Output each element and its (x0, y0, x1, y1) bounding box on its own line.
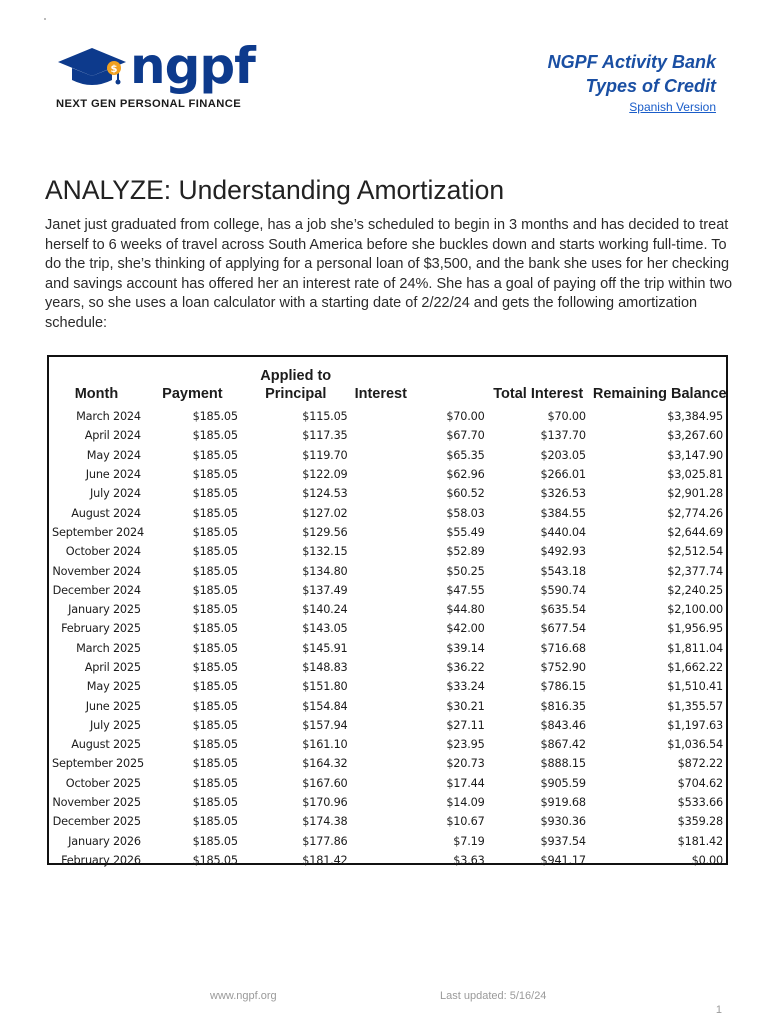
cell-principal: $137.49 (302, 583, 348, 597)
cell-total-interest: $816.35 (540, 699, 586, 713)
cell-month: January 2026 (68, 834, 141, 848)
cell-total-interest: $843.46 (540, 718, 586, 732)
cell-interest: $58.03 (446, 506, 485, 520)
cell-payment: $185.05 (192, 506, 238, 520)
cell-total-interest: $137.70 (540, 429, 586, 443)
cell-remaining-balance: $1,956.95 (667, 622, 723, 636)
cell-interest: $50.25 (446, 564, 485, 578)
page-number: 1 (715, 1004, 722, 1016)
cell-total-interest: $635.54 (540, 603, 586, 617)
cell-interest: $52.89 (446, 545, 485, 559)
cell-remaining-balance: $533.66 (677, 796, 723, 810)
cell-remaining-balance: $359.28 (677, 815, 723, 829)
cell-payment: $185.05 (192, 834, 238, 848)
cell-remaining-balance: $1,355.57 (667, 699, 723, 713)
cell-remaining-balance: $1,662.22 (667, 661, 723, 674)
table-row (49, 484, 726, 503)
cell-payment: $185.05 (192, 661, 238, 674)
cell-total-interest: $752.90 (540, 661, 586, 674)
cell-payment: $185.05 (192, 410, 238, 424)
cell-principal: $119.70 (302, 448, 348, 462)
cell-principal: $174.38 (302, 815, 348, 829)
cell-remaining-balance: $3,147.90 (667, 448, 723, 462)
spanish-version-link[interactable]: Spanish Version (629, 100, 716, 114)
table-row (49, 465, 726, 484)
cell-month: June 2024 (85, 468, 141, 482)
cell-principal: $134.80 (302, 564, 348, 578)
cell-principal: $164.32 (302, 757, 348, 771)
cell-interest: $70.00 (446, 410, 485, 424)
cell-principal: $157.94 (302, 718, 348, 732)
cell-remaining-balance: $1,510.41 (667, 680, 723, 694)
col-header-total-interest: Total Interest (493, 386, 584, 402)
cell-interest: $39.14 (446, 641, 485, 655)
cell-payment: $185.05 (192, 641, 238, 655)
cell-total-interest: $930.36 (540, 815, 586, 829)
cell-payment: $185.05 (192, 680, 238, 694)
svg-text:$: $ (110, 64, 118, 75)
cell-interest: $62.96 (446, 468, 485, 482)
cell-payment: $185.05 (192, 738, 238, 752)
cell-remaining-balance: $181.42 (677, 834, 723, 848)
cell-payment: $185.05 (192, 796, 238, 810)
cell-month: March 2024 (76, 410, 141, 424)
cell-principal: $167.60 (302, 776, 348, 790)
ngpf-logo[interactable] (56, 37, 256, 114)
cell-total-interest: $716.68 (540, 641, 586, 655)
cell-total-interest: $786.15 (540, 680, 586, 694)
table-row (49, 774, 726, 793)
table-row (49, 619, 726, 638)
table-row (49, 426, 726, 445)
cell-remaining-balance: $1,811.04 (667, 641, 723, 655)
cell-total-interest: $888.15 (540, 757, 586, 771)
cell-total-interest: $941.17 (540, 853, 586, 867)
table-row (49, 677, 726, 696)
cell-remaining-balance: $2,644.69 (667, 525, 723, 539)
cell-payment: $185.05 (192, 757, 238, 771)
cell-remaining-balance: $0.00 (691, 853, 723, 867)
cell-payment: $185.05 (192, 525, 238, 539)
cell-month: February 2026 (61, 853, 141, 867)
cell-interest: $55.49 (446, 525, 485, 539)
cell-month: July 2025 (90, 718, 141, 732)
cell-principal: $127.02 (302, 506, 348, 520)
cell-total-interest: $266.01 (540, 468, 586, 482)
cell-month: April 2024 (84, 429, 141, 443)
cell-remaining-balance: $1,197.63 (667, 718, 723, 732)
cell-total-interest: $677.54 (540, 622, 586, 636)
cell-remaining-balance: $1,036.54 (667, 738, 723, 752)
table-body (49, 407, 726, 870)
col-header-remaining-balance: Remaining Balance (592, 386, 727, 402)
cell-payment: $185.05 (192, 815, 238, 829)
cell-remaining-balance: $2,512.54 (667, 545, 723, 559)
cell-month: July 2024 (90, 487, 141, 501)
cell-interest: $23.95 (446, 738, 485, 752)
cell-month: August 2025 (71, 738, 141, 752)
cell-principal: $170.96 (302, 796, 348, 810)
cell-interest: $36.22 (446, 661, 485, 674)
cell-interest: $27.11 (446, 718, 485, 732)
cell-remaining-balance: $3,267.60 (667, 429, 723, 443)
table-row (49, 639, 726, 658)
table-row (49, 735, 726, 754)
table-row (49, 446, 726, 465)
cell-total-interest: $905.59 (540, 776, 586, 790)
cell-month: December 2024 (52, 583, 141, 597)
cell-interest: $3.63 (453, 853, 485, 867)
cell-month: February 2025 (61, 622, 141, 636)
cell-total-interest: $326.53 (540, 487, 586, 501)
table-row (49, 600, 726, 619)
graduation-cap-icon (56, 42, 132, 96)
cell-interest: $10.67 (446, 815, 485, 829)
cell-principal: $161.10 (302, 738, 348, 752)
cell-payment: $185.05 (192, 545, 238, 559)
logo-wordmark: ngpf (130, 37, 255, 95)
table-row (49, 832, 726, 851)
cell-total-interest: $492.93 (540, 545, 586, 559)
cell-remaining-balance: $2,377.74 (667, 564, 723, 578)
cell-payment: $185.05 (192, 564, 238, 578)
cell-payment: $185.05 (192, 583, 238, 597)
footer-updated: Last updated: 5/16/24 (440, 990, 547, 1002)
col-header-interest: Interest (354, 386, 407, 402)
cell-total-interest: $919.68 (540, 796, 586, 810)
cell-interest: $17.44 (446, 776, 485, 790)
cell-total-interest: $937.54 (540, 834, 586, 848)
cell-payment: $185.05 (192, 468, 238, 482)
table-row (49, 523, 726, 542)
cell-remaining-balance: $704.62 (677, 776, 723, 790)
cell-payment: $185.05 (192, 603, 238, 617)
cell-principal: $132.15 (302, 545, 348, 559)
cell-month: August 2024 (71, 506, 141, 520)
cell-payment: $185.05 (192, 699, 238, 713)
activity-bank-label: NGPF Activity Bank (547, 52, 716, 72)
table-row (49, 716, 726, 735)
table-row (49, 696, 726, 715)
table-row (49, 851, 726, 870)
col-header-principal: Applied to Principal (260, 368, 332, 402)
cell-principal: $151.80 (302, 680, 348, 694)
cell-principal: $148.83 (302, 661, 348, 674)
cell-month: January 2025 (68, 603, 141, 617)
table-row (49, 812, 726, 831)
col-header-payment: Payment (162, 386, 223, 402)
cell-principal: $181.42 (302, 853, 348, 867)
footer-site: www.ngpf.org (210, 990, 277, 1002)
topic-label: Types of Credit (585, 76, 716, 96)
cell-interest: $65.35 (446, 448, 485, 462)
col-header-month: Month (74, 386, 119, 402)
table-header-row (49, 357, 726, 407)
cell-interest: $20.73 (446, 757, 485, 771)
cell-remaining-balance: $872.22 (677, 757, 723, 771)
cell-payment: $185.05 (192, 429, 238, 443)
cell-principal: $145.91 (302, 641, 348, 655)
cell-payment: $185.05 (192, 853, 238, 867)
cell-interest: $33.24 (446, 680, 485, 694)
cell-payment: $185.05 (192, 487, 238, 501)
table-row (49, 407, 726, 426)
table-row (49, 581, 726, 600)
table-row (49, 542, 726, 561)
cell-month: September 2025 (52, 757, 144, 771)
logo-tagline: NEXT GEN PERSONAL FINANCE (56, 98, 242, 110)
cell-interest: $67.70 (446, 429, 485, 443)
cell-interest: $47.55 (446, 583, 485, 597)
cell-month: September 2024 (52, 525, 144, 539)
cell-payment: $185.05 (192, 718, 238, 732)
cell-principal: $117.35 (302, 429, 348, 443)
cell-total-interest: $440.04 (540, 525, 586, 539)
cell-payment: $185.05 (192, 448, 238, 462)
cell-principal: $143.05 (302, 622, 348, 636)
cell-total-interest: $203.05 (540, 448, 586, 462)
cell-remaining-balance: $3,025.81 (667, 468, 723, 482)
cell-total-interest: $590.74 (540, 583, 586, 597)
cell-month: December 2025 (52, 815, 141, 829)
cell-total-interest: $543.18 (540, 564, 586, 578)
cell-payment: $185.05 (192, 622, 238, 636)
cell-remaining-balance: $2,100.00 (667, 603, 723, 617)
table-row (49, 793, 726, 812)
cell-interest: $14.09 (446, 796, 485, 810)
cell-principal: $124.53 (302, 487, 348, 501)
table-row (49, 561, 726, 580)
cell-month: March 2025 (76, 641, 141, 655)
cell-month: November 2024 (52, 564, 141, 578)
cell-principal: $154.84 (302, 699, 348, 713)
cell-payment: $185.05 (192, 776, 238, 790)
cell-principal: $177.86 (302, 834, 348, 848)
cell-remaining-balance: $2,240.25 (667, 583, 723, 597)
cell-total-interest: $70.00 (547, 410, 586, 424)
cell-month: October 2024 (65, 545, 141, 559)
cell-principal: $129.56 (302, 525, 348, 539)
cell-total-interest: $867.42 (540, 738, 586, 752)
cell-interest: $7.19 (453, 834, 485, 848)
cell-month: May 2024 (86, 448, 141, 462)
cell-principal: $122.09 (302, 468, 348, 482)
table-row (49, 658, 726, 677)
cell-month: May 2025 (86, 680, 141, 694)
cell-interest: $42.00 (446, 622, 485, 636)
page-title: ANALYZE: Understanding Amortization (45, 175, 505, 205)
cell-month: June 2025 (85, 699, 141, 713)
cell-interest: $60.52 (446, 487, 485, 501)
cell-month: October 2025 (65, 776, 141, 790)
cell-remaining-balance: $2,774.26 (667, 506, 723, 520)
cell-interest: $44.80 (446, 603, 485, 617)
cell-remaining-balance: $2,901.28 (667, 487, 723, 501)
table-row (49, 503, 726, 522)
activity-header (548, 50, 716, 116)
cell-month: November 2025 (52, 796, 141, 810)
stray-dot (44, 18, 46, 20)
cell-month: April 2025 (84, 661, 141, 674)
cell-principal: $140.24 (302, 603, 348, 617)
cell-principal: $115.05 (302, 410, 348, 424)
amortization-table (47, 355, 728, 865)
cell-interest: $30.21 (446, 699, 485, 713)
cell-remaining-balance: $3,384.95 (667, 410, 723, 424)
cell-total-interest: $384.55 (540, 506, 586, 520)
scenario-paragraph: Janet just graduated from college, has a job she’s scheduled to begin in 3 months and has decided to treat herself to 6 weeks of travel across South America before she buckles down and starts working full-time. To do the trip, she’s thinking of applying for a personal loan of $3,500, and the bank she uses for her checking and savings account has offered her an interest rate of 24%. She has a goal of paying off the trip within two years, so she uses a loan calculator with a starting date of 2/22/24 and gets the following amortization schedule: (45, 217, 733, 331)
table-row (49, 754, 726, 773)
